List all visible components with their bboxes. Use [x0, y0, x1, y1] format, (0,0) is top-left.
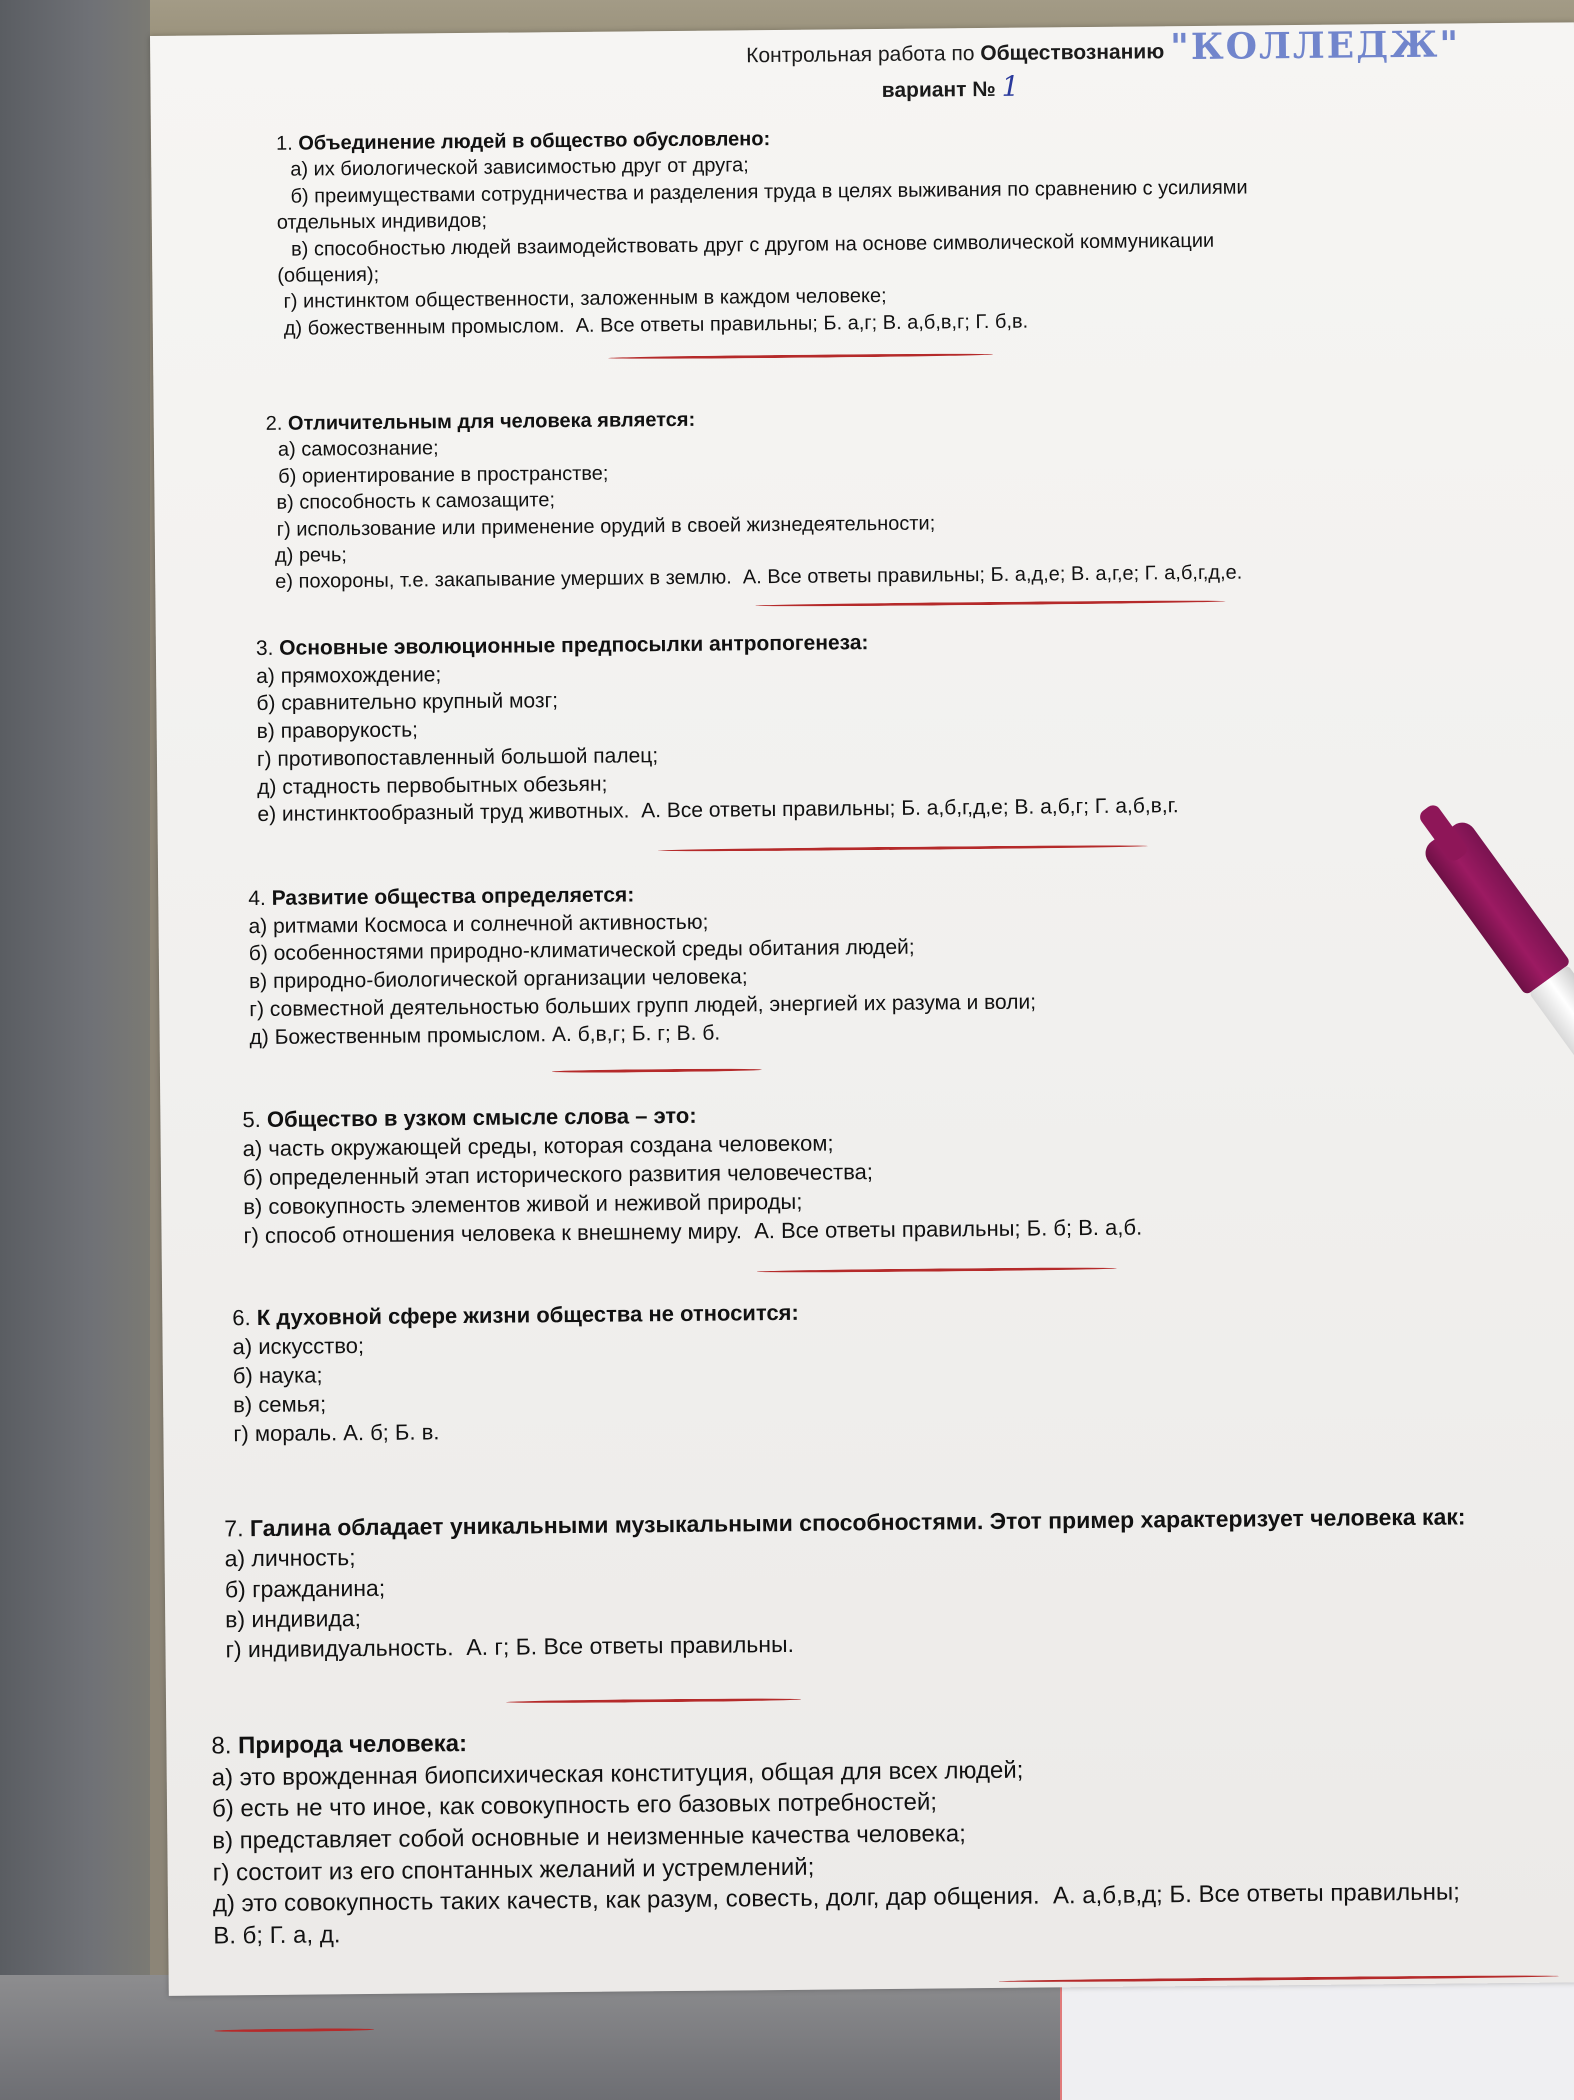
question-4-answers: А. б,в,г; Б. г; В. б. — [551, 1021, 721, 1046]
question-2-last-line: е) похороны, т.е. закапывание умерших в землю. А. Все ответы правильны; Б. а,д,е; В. а,г,е; Г. а,б,г,д,е. — [275, 561, 1243, 594]
question-4-option: б) особенностями природно-климатической среды обитания людей; — [248, 936, 915, 966]
question-7-option: а) личность; — [224, 1544, 356, 1572]
question-2-option: а) самосознание; — [277, 437, 439, 462]
question-4-heading: 4. Развитие общества определяется: — [248, 883, 635, 911]
question-8-option: в) представляет собой основные и неизменные качества человека; — [212, 1820, 966, 1855]
red-underline-q8-a — [999, 1975, 1559, 1983]
question-3-option: б) сравнительно крупный мозг; — [256, 689, 559, 716]
question-6-option: б) наука; — [232, 1362, 323, 1389]
question-5-last-line: г) способ отношения человека к внешнему миру. А. Все ответы правильны; Б. б; В. а,б. — [243, 1214, 1143, 1249]
question-3-heading: 3. Основные эволюционные предпосылки антропогенеза: — [255, 631, 869, 661]
question-1-answers: А. Все ответы правильны; Б. а,г; В. а,б,в,г; Г. б,в. — [575, 310, 1029, 337]
test-sheet — [150, 22, 1574, 1996]
question-6-option: а) искусство; — [232, 1333, 365, 1360]
question-1-heading: 1. Объединение людей в общество обусловлено: — [275, 128, 771, 155]
red-underline-q7 — [506, 1698, 801, 1704]
question-4-last-line: д) Божественным промыслом. А. б,в,г; Б. г; В. б. — [249, 1021, 721, 1049]
question-1-option: (общения); — [277, 263, 380, 287]
question-1 — [276, 121, 1249, 341]
question-6 — [232, 1298, 800, 1449]
desk-surface-left — [0, 0, 150, 2100]
title-prefix: Контрольная работа по — [746, 42, 975, 68]
question-8-heading: 8. Природа человека: — [211, 1730, 468, 1760]
question-1-last-line: д) божественным промыслом. А. Все ответы правильны; Б. а,г; В. а,б,в,г; Г. б,в. — [283, 310, 1029, 340]
question-8-answers: А. а,б,в,д; Б. Все ответы правильны; — [1052, 1878, 1460, 1910]
red-underline-q1 — [608, 353, 993, 360]
question-1-option: б) преимуществами сотрудничества и разделения труда в целях выживания по сравнению с усилиями — [290, 176, 1248, 208]
question-3-last-line: е) инстинктообразный труд животных. А. Все ответы правильны; Б. а,б,г,д,е; В. а,б,г; Г. а,б,в,г. — [257, 794, 1179, 827]
question-1-option: г) инстинктом общественности, заложенным в каждом человеке; — [283, 285, 887, 314]
red-underline-q4 — [552, 1068, 762, 1073]
question-1-option: отдельных индивидов; — [276, 209, 488, 234]
question-3-answers: А. Все ответы правильны; Б. а,б,г,д,е; В. а,б,г; Г. а,б,в,г. — [641, 794, 1179, 823]
red-underline-q5 — [757, 1267, 1117, 1273]
question-4 — [248, 878, 1036, 1052]
question-7-last-line: г) индивидуальность. А. г; Б. Все ответы правильны. — [225, 1631, 795, 1663]
question-3-option: г) противопоставленный большой палец; — [256, 744, 659, 771]
question-3-option: в) праворукость; — [256, 718, 419, 744]
question-7-option: в) индивида; — [225, 1605, 362, 1633]
question-7-heading: 7. Галина обладает уникальными музыкальными способностями. Этот пример характеризует человека как: — [224, 1503, 1466, 1542]
question-5-option: б) определенный этап исторического развития человечества; — [242, 1159, 874, 1191]
question-2-heading: 2. Отличительным для человека является: — [265, 408, 696, 435]
question-5-answers: А. Все ответы правильны; Б. б; В. а,б. — [754, 1214, 1143, 1244]
question-7-answers: А. г; Б. Все ответы правильны. — [466, 1631, 795, 1661]
question-8-answers-continued: В. б; Г. а, д. — [213, 1921, 341, 1950]
variant-label: вариант № — [881, 77, 996, 102]
question-8-option: г) состоит из его спонтанных желаний и устремлений; — [212, 1853, 815, 1887]
question-8-option: а) это врожденная биопсихическая конституция, общая для всех людей; — [211, 1756, 1024, 1792]
question-6-heading: 6. К духовной сфере жизни общества не относится: — [232, 1299, 799, 1331]
question-8-option: б) есть не что иное, как совокупность его базовых потребностей; — [211, 1788, 938, 1823]
question-2-option: б) ориентирование в пространстве; — [278, 462, 609, 488]
question-4-option: а) ритмами Космоса и солнечной активностью; — [248, 910, 709, 938]
question-2-option: г) использование или применение орудий в своей жизнедеятельности; — [276, 512, 936, 541]
question-6-last-line: г) мораль. А. б; Б. в. — [233, 1419, 440, 1447]
question-3-option: а) прямохождение; — [256, 662, 442, 688]
question-2 — [266, 402, 1243, 596]
variant-number-handwritten: 1 — [1001, 69, 1020, 103]
question-2-answers: А. Все ответы правильны; Б. а,д,е; В. а,г,е; Г. а,б,г,д,е. — [742, 561, 1243, 589]
red-underline-q2 — [755, 600, 1225, 608]
question-6-option: в) семья; — [233, 1391, 327, 1418]
question-1-option: в) способностью людей взаимодействовать друг с другом на основе символической коммуникации — [290, 229, 1215, 261]
question-7-option: б) гражданина; — [224, 1574, 386, 1603]
question-4-option: в) природно-биологической организации человека; — [248, 965, 748, 994]
question-3 — [256, 626, 1179, 829]
title-subject: Обществознанию — [980, 40, 1165, 66]
red-underline-q3 — [658, 844, 1148, 852]
question-4-option: г) совместной деятельностью больших групп людей, энергией их разума и воли; — [249, 990, 1037, 1021]
question-8-last-line: д) это совокупность таких качеств, как разум, совесть, долг, дар общения. А. а,б,в,д; Б. Все ответы правильны; — [212, 1878, 1460, 1918]
question-5 — [242, 1097, 1142, 1251]
question-5-option: а) часть окружающей среды, которая создана человеком; — [242, 1130, 834, 1162]
variant-line — [770, 69, 1130, 105]
college-stamp: "КОЛЛЕДЖ" — [1169, 23, 1461, 69]
question-5-option: в) совокупность элементов живой и неживой природы; — [243, 1188, 803, 1220]
question-7 — [224, 1501, 1467, 1665]
question-8 — [211, 1719, 1460, 1953]
question-3-option: д) стадность первобытных обезьян; — [257, 772, 608, 799]
question-5-heading: 5. Общество в узком смысле слова – это: — [242, 1102, 697, 1133]
question-2-option: д) речь; — [274, 544, 347, 567]
question-1-option: а) их биологической зависимостью друг от друга; — [290, 154, 749, 182]
question-2-option: в) способность к самозащите; — [276, 489, 556, 514]
